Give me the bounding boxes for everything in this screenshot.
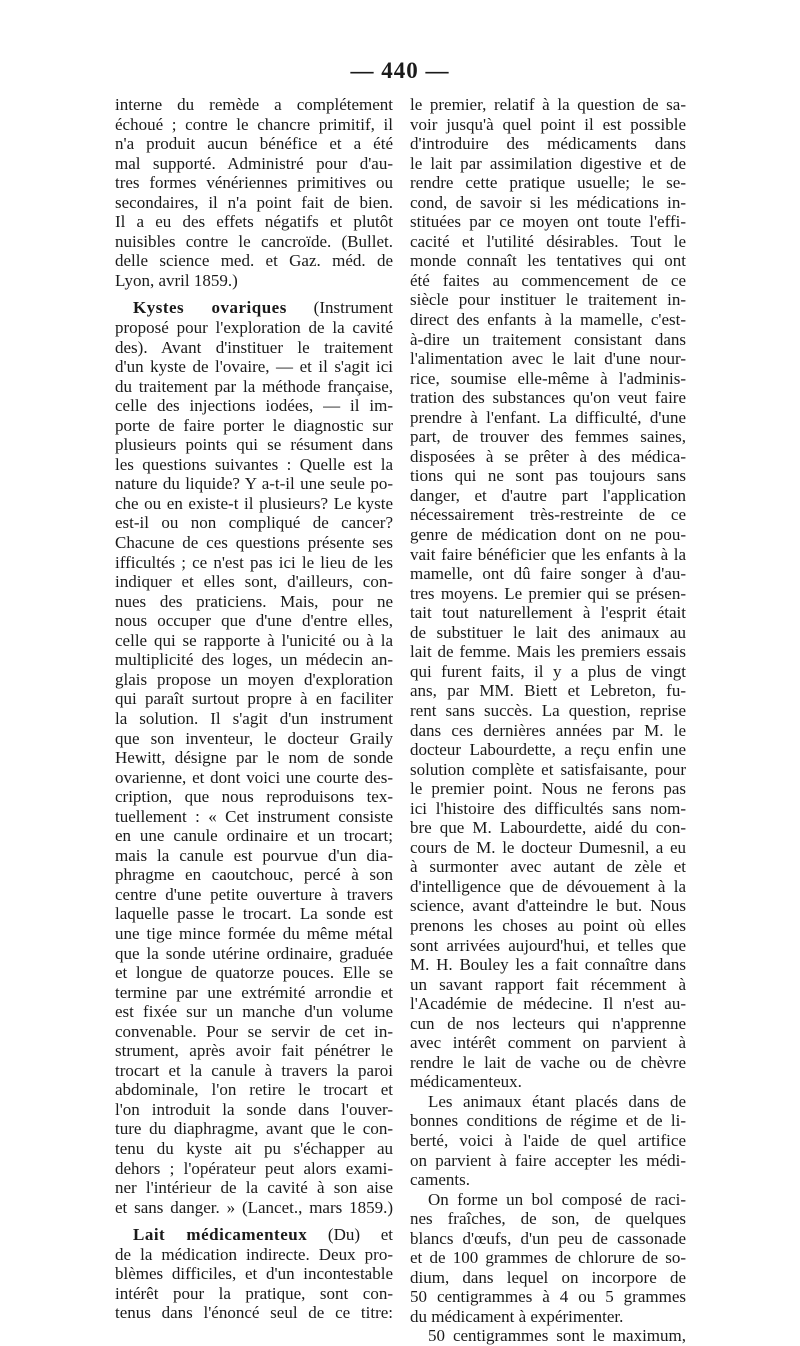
text-line: médicamenteux. <box>410 1072 522 1092</box>
text-line: l'Académie de médecine. Il n'est au- <box>410 994 686 1014</box>
text-line: centre d'une petite ouverture à travers <box>115 884 393 904</box>
text-line: disposées à se prêter à des médica- <box>410 446 686 466</box>
text-line: 50 centigrammes à 4 ou 5 grammes <box>410 1287 686 1307</box>
text-line: mais la canule est pourvue d'un dia- <box>115 845 393 865</box>
text-line: science, avant d'atteindre le but. Nous <box>410 896 686 916</box>
text-line: Kystes ovariques (Instrument <box>133 298 393 318</box>
text-line: termine par une extrémité arrondie et <box>115 982 393 1002</box>
text-line: genre de médication dont on ne pou- <box>410 525 686 545</box>
text-line: d'un kyste de l'ovaire, — et il s'agit ici <box>115 357 393 377</box>
text-line: stituées par ce moyen ont toute l'effi- <box>410 212 686 232</box>
text-line: blèmes difficiles, et d'un incontestable <box>115 1264 393 1284</box>
text-line: cours de M. le docteur Dumesnil, a eu <box>410 837 686 857</box>
text-line: convenable. Pour se servir de cet in- <box>115 1021 393 1041</box>
left-column <box>115 95 393 1323</box>
text-line: ifficultés ; ce n'est pas ici le lieu de les <box>115 552 393 572</box>
text-line: che ou en existe-t il plusieurs? Le kyste <box>115 493 393 513</box>
text-line: intérêt pour la pratique, sont con- <box>115 1283 393 1303</box>
text-line: tenus dans l'énoncé seul de ce titre: <box>115 1303 393 1323</box>
text-line: 50 centigrammes sont le maximum, <box>428 1326 686 1346</box>
text-line: à-dire un traitement consistant dans <box>410 329 686 349</box>
text-line: voir jusqu'à quel point il est possible <box>410 114 686 134</box>
text-line: nature du liquide? Y a-t-il une seule po- <box>115 474 393 494</box>
text-line: celle des injections iodées, — il im- <box>115 396 393 416</box>
text-line: dehors ; l'opérateur peut alors exami- <box>115 1158 393 1178</box>
text-line: Il a eu des effets négatifs et plutôt <box>115 212 393 232</box>
text-line: dans ces dernières années par M. le <box>410 720 686 740</box>
text-line: nes fraîches, de son, de quelques <box>410 1209 686 1229</box>
text-line: Hewitt, désigne par le nom de sonde <box>115 748 393 768</box>
text-line: tuellement : « Cet instrument consiste <box>115 806 393 826</box>
text-line: bre que M. Labourdette, aidé du con- <box>410 818 686 838</box>
text-line: sont arrivées aujourd'hui, et telles que <box>410 935 686 955</box>
text-line: trocart et la canule à travers la paroi <box>115 1060 393 1080</box>
text-line: d'introduire des médicaments dans <box>410 134 686 154</box>
text-line: qui paraît surtout propre à en faciliter <box>115 689 393 709</box>
text-line: de substituer le lait des animaux au <box>410 622 686 642</box>
text-line: la solution. Il s'agit d'un instrument <box>115 708 393 728</box>
text-line: et de 100 grammes de chlorure de so- <box>410 1248 686 1268</box>
text-line: rent sans succès. La question, reprise <box>410 700 686 720</box>
text-line: laquelle passe le trocart. La sonde est <box>115 904 393 924</box>
text-line: berté, voici à l'aide de quel artifice <box>410 1130 686 1150</box>
text-line: prenons les choses au point où elles <box>410 915 686 935</box>
section-heading: Kystes ovariques <box>133 298 287 318</box>
text-line: prendre à l'enfant. La difficulté, d'une <box>410 407 686 427</box>
text-line: à surmonter avec autant de zèle et <box>410 857 686 877</box>
text-line: cacité et l'utilité désirables. Tout le <box>410 231 686 251</box>
section-gap <box>115 1217 393 1225</box>
text-line: strument, après avoir fait pénétrer le <box>115 1041 393 1061</box>
text-line: monde connaît les tentatives qui ont <box>410 251 686 271</box>
text-line: nuisibles contre le cancroïde. (Bullet. <box>115 231 393 251</box>
text-line: et sans danger. » (Lancet., mars 1859.) <box>115 1197 393 1217</box>
text-line: de la médication indirecte. Deux pro- <box>115 1244 393 1264</box>
text-line: danger, et d'autre part l'application <box>410 485 686 505</box>
text-line: proposé pour l'exploration de la cavité <box>115 318 393 338</box>
text-line: On forme un bol composé de raci- <box>428 1189 686 1209</box>
section-heading: Lait médicamenteux <box>133 1225 308 1245</box>
text-line: docteur Labourdette, a reçu enfin une <box>410 740 686 760</box>
text-line: n'a produit aucun bénéfice et a été <box>115 134 393 154</box>
text-line: l'alimentation avec le lait d'une nour- <box>410 349 686 369</box>
text-line: tenu du kyste ait pu s'échapper au <box>115 1138 393 1158</box>
text-line: cun de nos lecteurs qui n'apprenne <box>410 1013 686 1033</box>
text-line: ture du diaphragme, avant que le con- <box>115 1119 393 1139</box>
text-line: nous occuper que d'une d'entre elles, <box>115 611 393 631</box>
text-line: on parvient à faire accepter les médi- <box>410 1150 686 1170</box>
text-line: porte de faire porter le diagnostic sur <box>115 415 393 435</box>
text-line: avec intérêt comment on parvient à <box>410 1033 686 1053</box>
text-line: glais propose un moyen d'exploration <box>115 669 393 689</box>
text-line: ner l'intérieur de la cavité à son aise <box>115 1178 393 1198</box>
text-line: abdominale, l'on retire le trocart et <box>115 1080 393 1100</box>
text-line: ans, par MM. Biett et Lebreton, fu- <box>410 681 686 701</box>
text-line: nécessairement très-restreinte de ce <box>410 505 686 525</box>
text-line: tres formes vénériennes primitives ou <box>115 173 393 193</box>
text-line: Lyon, avril 1859.) <box>115 270 238 290</box>
text-line: nues des praticiens. Mais, pour ne <box>115 591 393 611</box>
text-line: le premier point. Nous ne ferons pas <box>410 779 686 799</box>
text-line: une tige mince formée du même métal <box>115 923 393 943</box>
text-line: un savant rapport fait récemment à <box>410 974 686 994</box>
text-line: mal supporté. Administré pour d'au- <box>115 153 393 173</box>
text-line: phragme en caoutchouc, percé à son <box>115 865 393 885</box>
text-line: delle science med. et Gaz. méd. de <box>115 251 393 271</box>
section-gap <box>115 290 393 298</box>
right-column <box>410 95 686 1346</box>
text-line: Lait médicamenteux (Du) et <box>133 1225 393 1245</box>
text-line: du médicament à expérimenter. <box>410 1306 624 1326</box>
text-line: rendre le lait de vache ou de chèvre <box>410 1052 686 1072</box>
text-line: cond, de savoir si les médications in- <box>410 192 686 212</box>
text-line: dium, dans lequel on incorpore de <box>410 1267 686 1287</box>
text-line: multiplicité des loges, un médecin an- <box>115 650 393 670</box>
text-line: été faites au commencement de ce <box>410 270 686 290</box>
text-line: les questions suivantes : Quelle est la <box>115 454 393 474</box>
text-line: celle qui se rapporte à l'unicité ou à la <box>115 630 393 650</box>
text-line: tait tout naturellement à l'esprit était <box>410 603 686 623</box>
text-line: blancs d'œufs, d'un peu de cassonade <box>410 1228 686 1248</box>
text-line: le premier, relatif à la question de sa- <box>410 95 686 114</box>
text-line: et longue de quatorze pouces. Elle se <box>115 963 393 983</box>
text-line: des). Avant d'instituer le traitement <box>115 337 393 357</box>
text-line: lait de femme. Mais les premiers essais <box>410 642 686 662</box>
text-line: solution complète et satisfaisante, pour <box>410 759 686 779</box>
text-line: Les animaux étant placés dans de <box>428 1091 686 1111</box>
text-line: que la sonde utérine ordinaire, graduée <box>115 943 393 963</box>
text-line: tres moyens. Le premier qui se présen- <box>410 583 686 603</box>
text-line: rice, soumise elle-même à l'adminis- <box>410 368 686 388</box>
page-number: — 440 — <box>350 58 450 83</box>
text-line: le lait par assimilation digestive et de <box>410 153 686 173</box>
text-line: direct des enfants à la mamelle, c'est- <box>410 310 686 330</box>
text-line: tration des substances qu'on veut faire <box>410 388 686 408</box>
text-line: vait faire bénéficier que les enfants à la <box>410 544 686 564</box>
text-line: bonnes conditions de régime et de li- <box>410 1111 686 1131</box>
text-line: M. H. Bouley les a fait connaître dans <box>410 955 686 975</box>
text-line: que son inventeur, le docteur Graily <box>115 728 393 748</box>
text-line: part, de trouver des femmes saines, <box>410 427 686 447</box>
text-line: tions qui ne sont pas toujours sans <box>410 466 686 486</box>
text-line: indiquer et elles sont, d'ailleurs, con- <box>115 572 393 592</box>
text-line: l'on introduit la sonde dans l'ouver- <box>115 1099 393 1119</box>
text-line: rendre cette pratique usuelle; le se- <box>410 173 686 193</box>
text-line: interne du remède a complétement <box>115 95 393 114</box>
text-line: qui furent faits, il y a plus de vingt <box>410 661 686 681</box>
text-line: secondaires, il n'a point fait de bien. <box>115 192 393 212</box>
text-line: est-il ou non compliqué de cancer? <box>115 513 393 533</box>
text-line: siècle pour instituer le traitement in- <box>410 290 686 310</box>
text-line: d'intelligence que de dévouement à la <box>410 876 686 896</box>
text-line: en une canule ordinaire et un trocart; <box>115 826 393 846</box>
text-line: caments. <box>410 1170 470 1190</box>
text-line: ovarienne, et dont voici une courte des- <box>115 767 393 787</box>
text-line: du traitement par la méthode française, <box>115 376 393 396</box>
text-line: cription, que nous reproduisons tex- <box>115 787 393 807</box>
text-line: Chacune de ces questions présente ses <box>115 533 393 553</box>
text-line: est fixée sur un manche d'un volume <box>115 1002 393 1022</box>
text-line: ici l'histoire des difficultés sans nom- <box>410 798 686 818</box>
text-line: mamelle, ont dû faire songer à d'au- <box>410 564 686 584</box>
text-line: échoué ; contre le chancre primitif, il <box>115 114 393 134</box>
text-line: plusieurs points qui se résument dans <box>115 435 393 455</box>
